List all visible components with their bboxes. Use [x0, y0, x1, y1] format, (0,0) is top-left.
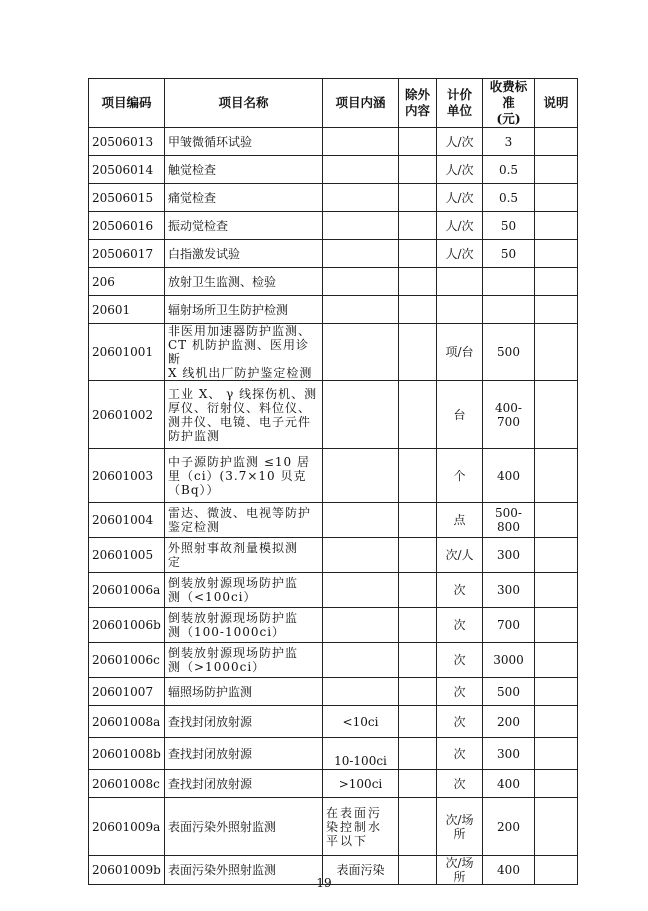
item-fee-line: 500-: [495, 506, 522, 520]
item-content: [323, 643, 399, 678]
item-fee: [483, 678, 535, 706]
item-exclusion: [399, 449, 437, 503]
table-row: [89, 128, 578, 156]
item-name-line: 表面污染外照射监测: [168, 819, 277, 834]
header-unit: [437, 79, 483, 128]
item-name: [165, 128, 323, 156]
header-exclusion-line2: 内容: [404, 103, 430, 118]
item-name-line: 厚仪、衍射仪、料位仪、: [168, 400, 312, 415]
item-name: [165, 678, 323, 706]
item-fee: [483, 128, 535, 156]
item-unit: 项/台: [437, 324, 483, 381]
table-row: [89, 268, 578, 296]
item-exclusion: [399, 608, 437, 643]
item-name: [165, 324, 323, 381]
item-name-line: 非医用加速器防护监测、: [168, 324, 312, 338]
table-row: [89, 798, 578, 856]
item-code: 20506015: [89, 184, 165, 212]
item-content: [323, 268, 399, 296]
item-content-line: 10-100ci: [334, 753, 387, 768]
item-unit: 次: [437, 573, 483, 608]
item-note: [535, 573, 578, 608]
item-code: 20506014: [89, 156, 165, 184]
item-note: [535, 156, 578, 184]
item-fee-line: 400-: [495, 400, 522, 415]
header-exclusion-line1: 除外: [404, 87, 430, 102]
item-name-line: 甲皱微循环试验: [168, 134, 253, 149]
item-name-line: 鉴定检测: [168, 520, 221, 534]
item-content: [323, 538, 399, 573]
item-name-line: 放射卫生监测、检验: [168, 274, 277, 289]
item-fee-line: 700: [497, 618, 520, 632]
item-fee-line: 0.5: [498, 190, 519, 205]
table-row: [89, 449, 578, 503]
item-unit: 人/次: [437, 128, 483, 156]
table-row: [89, 678, 578, 706]
item-unit: [437, 296, 483, 324]
item-name-line: 测（>1000ci）: [168, 660, 266, 674]
item-name: [165, 212, 323, 240]
item-unit: 人/次: [437, 184, 483, 212]
table-row: [89, 212, 578, 240]
item-fee-line: 50: [500, 218, 517, 233]
item-fee: [483, 449, 535, 503]
item-name-line: 测井仪、电镜、电子元件: [168, 414, 312, 429]
item-code: 20601005: [89, 538, 165, 573]
item-exclusion: [399, 268, 437, 296]
item-code: 20601008a: [89, 706, 165, 738]
item-content-line: 在表面污: [326, 805, 383, 820]
item-code: 20601008c: [89, 770, 165, 798]
item-name-line: 查找封闭放射源: [168, 776, 253, 791]
item-name-line: 倒装放射源现场防护监: [168, 611, 299, 625]
item-name-line: X 线机出厂防护鉴定检测: [168, 366, 313, 380]
item-exclusion: [399, 156, 437, 184]
item-note: [535, 678, 578, 706]
item-note: [535, 381, 578, 449]
header-fee-line2: (元): [496, 111, 521, 126]
item-unit: 次: [437, 678, 483, 706]
table-row: [89, 156, 578, 184]
item-note: [535, 449, 578, 503]
item-name-line: 测（100-1000ci）: [168, 625, 286, 639]
item-name-line: 工业 X、 γ 线探伤机、测: [168, 386, 318, 401]
item-name-line: 倒装放射源现场防护监: [168, 576, 299, 590]
item-content: [323, 381, 399, 449]
item-name: [165, 643, 323, 678]
item-note: [535, 296, 578, 324]
item-code: 20601003: [89, 449, 165, 503]
item-content: [323, 608, 399, 643]
item-code: 20601004: [89, 503, 165, 538]
item-fee: [483, 770, 535, 798]
item-content: [323, 706, 399, 738]
item-unit: 点: [437, 503, 483, 538]
item-content: [323, 128, 399, 156]
item-fee: [483, 643, 535, 678]
item-note: [535, 240, 578, 268]
item-exclusion: [399, 184, 437, 212]
item-fee: [483, 184, 535, 212]
item-name-line: 白指激发试验: [168, 246, 241, 261]
item-name-line: 辐射场所卫生防护检测: [168, 302, 289, 317]
item-unit: 次/场所: [437, 856, 483, 885]
item-unit: 人/次: [437, 156, 483, 184]
table-row: [89, 240, 578, 268]
item-code: 20601006c: [89, 643, 165, 678]
item-unit: 次/人: [437, 538, 483, 573]
item-content: [323, 156, 399, 184]
item-code: 20601006a: [89, 573, 165, 608]
item-name: [165, 573, 323, 608]
item-note: [535, 184, 578, 212]
item-fee: [483, 381, 535, 449]
item-fee-line: 700: [497, 414, 520, 429]
header-exclusion: [399, 79, 437, 128]
item-exclusion: [399, 678, 437, 706]
header-unit-line1: 计价: [446, 87, 472, 102]
item-name-line: 测（<100ci）: [168, 590, 257, 604]
table-row: [89, 706, 578, 738]
item-content-line: <10ci: [342, 714, 379, 729]
item-fee: [483, 503, 535, 538]
item-note: [535, 212, 578, 240]
table-row: [89, 184, 578, 212]
item-code: 20601007: [89, 678, 165, 706]
item-exclusion: [399, 240, 437, 268]
item-exclusion: [399, 798, 437, 856]
item-name-line: 雷达、微波、电视等防护: [168, 506, 312, 520]
item-unit: 次/场所: [437, 798, 483, 856]
table-row: [89, 381, 578, 449]
item-name: [165, 296, 323, 324]
item-code: 20601002: [89, 381, 165, 449]
item-note: [535, 643, 578, 678]
item-fee-line: 300: [497, 583, 520, 597]
item-unit: 人/次: [437, 212, 483, 240]
item-fee: [483, 240, 535, 268]
item-fee: [483, 324, 535, 381]
item-name: [165, 381, 323, 449]
item-unit: 次: [437, 608, 483, 643]
item-name-line: 里（ci）(3.7×10 贝克: [168, 468, 307, 483]
item-fee: [483, 268, 535, 296]
item-name: [165, 449, 323, 503]
item-code: 20506016: [89, 212, 165, 240]
item-code: 20601009b: [89, 856, 165, 885]
table-row: [89, 538, 578, 573]
item-name: [165, 798, 323, 856]
item-name-line: CT 机防护监测、医用诊断: [168, 338, 310, 366]
item-fee-line: 0.5: [498, 162, 519, 177]
item-code: 206: [89, 268, 165, 296]
item-content: [323, 738, 399, 770]
item-fee: [483, 738, 535, 770]
item-code: 20506013: [89, 128, 165, 156]
item-exclusion: [399, 324, 437, 381]
header-code: 项目编码: [89, 79, 165, 128]
item-name: [165, 608, 323, 643]
item-name-line: 防护监测: [168, 428, 221, 443]
item-content: [323, 184, 399, 212]
item-fee: [483, 212, 535, 240]
item-fee-line: 3: [504, 134, 513, 149]
item-unit: 台: [437, 381, 483, 449]
item-name: [165, 503, 323, 538]
table-row: [89, 738, 578, 770]
item-name-line: （Bq））: [168, 482, 220, 497]
item-content-line: >100ci: [338, 776, 383, 791]
item-content: [323, 240, 399, 268]
table-row: [89, 503, 578, 538]
item-exclusion: [399, 503, 437, 538]
item-name-line: 倒装放射源现场防护监: [168, 646, 299, 660]
item-content-line: 平以下: [326, 833, 369, 848]
page-number: 19: [316, 876, 332, 890]
item-name: [165, 240, 323, 268]
header-fee-line1: 收费标准: [489, 79, 528, 110]
item-exclusion: [399, 643, 437, 678]
item-fee: [483, 538, 535, 573]
item-fee-line: 200: [497, 819, 520, 834]
item-fee-line: 300: [497, 548, 520, 562]
header-name: 项目名称: [165, 79, 323, 128]
table-row: [89, 296, 578, 324]
item-note: [535, 608, 578, 643]
item-fee-line: 800: [497, 520, 520, 534]
item-note: [535, 503, 578, 538]
item-exclusion: [399, 706, 437, 738]
item-name-line: 查找封闭放射源: [168, 714, 253, 729]
item-exclusion: [399, 770, 437, 798]
item-code: 20601001: [89, 324, 165, 381]
item-exclusion: [399, 381, 437, 449]
item-unit: [437, 268, 483, 296]
item-fee-line: 500: [497, 345, 520, 359]
item-exclusion: [399, 738, 437, 770]
item-unit: 人/次: [437, 240, 483, 268]
item-name: [165, 184, 323, 212]
item-name-line: 痛觉检查: [168, 190, 217, 205]
item-name-line: 中子源防护监测 ≤10 居: [168, 454, 310, 469]
item-note: [535, 770, 578, 798]
table-row: [89, 770, 578, 798]
header-row: [89, 79, 578, 128]
item-content-line: 染控制水: [326, 819, 383, 834]
item-fee: [483, 608, 535, 643]
item-exclusion: [399, 573, 437, 608]
table-row: [89, 573, 578, 608]
item-exclusion: [399, 296, 437, 324]
item-code: 20601: [89, 296, 165, 324]
item-note: [535, 706, 578, 738]
item-content: [323, 678, 399, 706]
item-content-line: [326, 740, 395, 754]
item-code: 20601006b: [89, 608, 165, 643]
item-name-line: 振动觉检查: [168, 218, 229, 233]
item-note: [535, 268, 578, 296]
item-content: [323, 503, 399, 538]
table-row: [89, 324, 578, 381]
item-fee-line: 400: [497, 863, 520, 877]
item-fee-line: 50: [500, 246, 517, 261]
item-content: [323, 324, 399, 381]
item-unit: 次: [437, 738, 483, 770]
item-fee: [483, 798, 535, 856]
item-exclusion: [399, 212, 437, 240]
item-note: [535, 798, 578, 856]
item-code: 20506017: [89, 240, 165, 268]
item-unit: 次: [437, 770, 483, 798]
item-fee-line: 300: [497, 746, 520, 761]
item-exclusion: [399, 538, 437, 573]
table-row: [89, 608, 578, 643]
item-fee-line: 400: [497, 468, 520, 483]
item-unit: 次: [437, 643, 483, 678]
item-content-line: 表面污染: [336, 863, 385, 877]
item-name: [165, 738, 323, 770]
item-exclusion: [399, 128, 437, 156]
item-fee-line: 200: [497, 714, 520, 729]
item-content: [323, 449, 399, 503]
header-fee: [483, 79, 535, 128]
item-code: 20601008b: [89, 738, 165, 770]
item-name: [165, 156, 323, 184]
item-note: [535, 324, 578, 381]
item-name: [165, 706, 323, 738]
item-name: [165, 770, 323, 798]
item-code: 20601009a: [89, 798, 165, 856]
item-fee: [483, 296, 535, 324]
item-fee: [483, 706, 535, 738]
header-unit-line2: 单位: [446, 103, 472, 118]
item-content: [323, 212, 399, 240]
item-name-line: 触觉检查: [168, 162, 217, 177]
item-name: [165, 268, 323, 296]
item-content: [323, 770, 399, 798]
item-content: [323, 573, 399, 608]
header-note: 说明: [535, 79, 578, 128]
fee-table: [88, 78, 578, 885]
item-name: [165, 538, 323, 573]
item-unit: 次: [437, 706, 483, 738]
item-note: [535, 538, 578, 573]
table-row: [89, 643, 578, 678]
item-fee-line: 500: [497, 684, 520, 699]
item-name-line: 外照射事故剂量模拟测: [168, 541, 299, 555]
item-name-line: 定: [168, 555, 182, 569]
item-fee: [483, 573, 535, 608]
item-fee-line: 400: [497, 776, 520, 791]
item-name-line: 查找封闭放射源: [168, 746, 253, 761]
item-content: [323, 798, 399, 856]
item-name-line: 辐照场防护监测: [168, 684, 253, 699]
item-content: [323, 296, 399, 324]
header-content: 项目内涵: [323, 79, 399, 128]
item-unit: 个: [437, 449, 483, 503]
item-fee-line: 3000: [493, 653, 524, 667]
item-note: [535, 128, 578, 156]
item-name-line: 表面污染外照射监测: [168, 863, 277, 877]
item-note: [535, 738, 578, 770]
item-fee: [483, 156, 535, 184]
